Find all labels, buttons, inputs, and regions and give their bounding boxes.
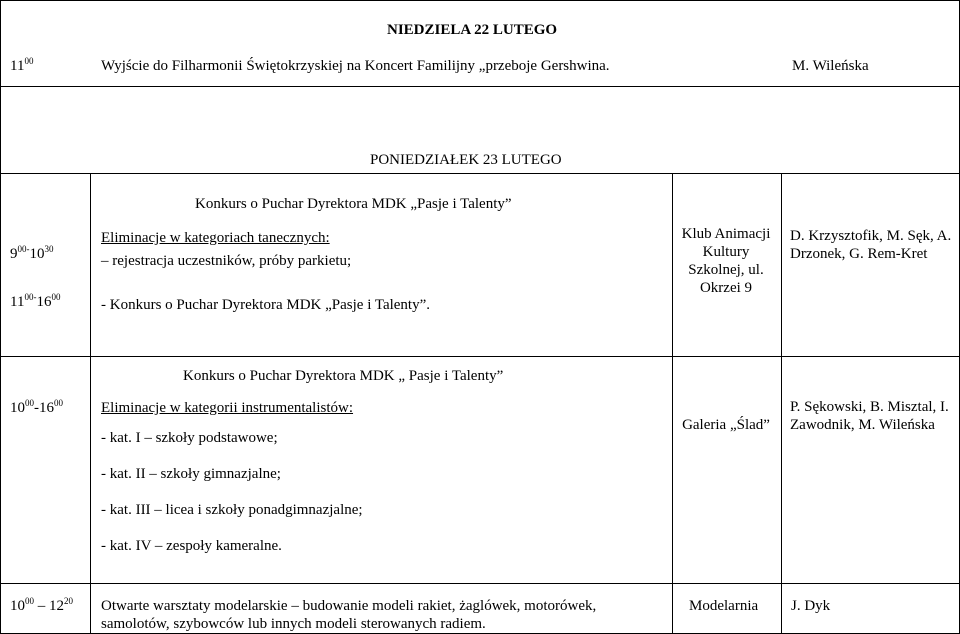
time-start-min: 00 (25, 596, 34, 606)
time-end: – 12 (37, 598, 64, 614)
event-line: Eliminacje w kategorii instrumentalistów: (101, 400, 354, 416)
time-end: 16 (36, 294, 52, 310)
row-divider (0, 86, 960, 87)
col-divider (781, 173, 782, 356)
event-line: - kat. II – szkoły gimnazjalne; (101, 466, 281, 482)
time-start: 10 (10, 598, 25, 614)
event-place: Modelarnia (689, 598, 759, 614)
col-divider (90, 356, 91, 583)
row-divider (0, 356, 960, 357)
col-divider (90, 583, 91, 634)
event-place: Klub Animacji Kultury Szkolnej, ul. Okrzei 9 (681, 226, 771, 296)
col-divider (781, 356, 782, 583)
time-start-min: 00 (25, 398, 34, 408)
time-end-min: 30 (44, 244, 54, 254)
col-divider (672, 356, 673, 583)
event-person: J. Dyk (791, 598, 831, 614)
event-time (10, 399, 63, 417)
time-start: 10 (10, 400, 25, 416)
event-place: Galeria „Ślad” (682, 417, 770, 433)
day-header-monday: PONIEDZIAŁEK 23 LUTEGO (370, 152, 562, 168)
time-end-min: 00 (51, 292, 61, 302)
event-line: Eliminacje w kategoriach tanecznych: (101, 230, 330, 246)
time-start: 9 (10, 246, 18, 262)
col-divider (672, 583, 673, 634)
row-divider (0, 583, 960, 584)
row-divider (0, 173, 960, 174)
event-person: D. Krzysztofik, M. Sęk, A. Drzonek, G. Rem-Kret (790, 228, 952, 262)
time-end-min: 20 (64, 596, 73, 606)
event-time (10, 293, 60, 311)
time-start: 11 (10, 294, 25, 310)
event-person: P. Sękowski, B. Misztal, I. Zawodnik, M. Wileńska (790, 399, 949, 433)
col-divider (672, 173, 673, 356)
event-line: - kat. III – licea i szkoły ponadgimnazjalne; (101, 502, 363, 518)
table-left-border (0, 0, 1, 634)
time-start-min: 00- (17, 244, 30, 254)
col-divider (90, 173, 91, 356)
event-title: Konkurs o Puchar Dyrektora MDK „Pasje i Talenty” (195, 196, 512, 212)
event-description: Otwarte warsztaty modelarskie – budowanie modeli rakiet, żaglówek, motorówek, samolotów, szybowców lub innych modeli sterowanych radiem. (101, 598, 597, 632)
time-end: -16 (34, 400, 54, 416)
event-person: M. Wileńska (792, 58, 869, 74)
event-description: Wyjście do Filharmonii Świętokrzyskiej na Koncert Familijny „przeboje Gershwina. (101, 58, 610, 74)
time-end: 10 (29, 246, 45, 262)
event-line: - Konkurs o Puchar Dyrektora MDK „Pasje i Talenty”. (101, 297, 431, 313)
event-title: Konkurs o Puchar Dyrektora MDK „ Pasje i Talenty” (183, 368, 504, 384)
event-time (10, 57, 33, 75)
event-time (10, 245, 54, 263)
event-line: - kat. IV – zespoły kameralne. (101, 538, 282, 554)
time-end-min: 00 (54, 398, 63, 408)
col-divider (781, 583, 782, 634)
event-line: – rejestracja uczestników, próby parkietu; (101, 253, 352, 269)
table-top-border (0, 0, 960, 1)
event-time (10, 597, 73, 615)
event-line: - kat. I – szkoły podstawowe; (101, 430, 278, 446)
day-header-sunday: NIEDZIELA 22 LUTEGO (387, 22, 558, 38)
time-start-min: 00- (24, 292, 37, 302)
time-minute: 00 (24, 56, 34, 66)
time-hour: 11 (10, 58, 25, 74)
